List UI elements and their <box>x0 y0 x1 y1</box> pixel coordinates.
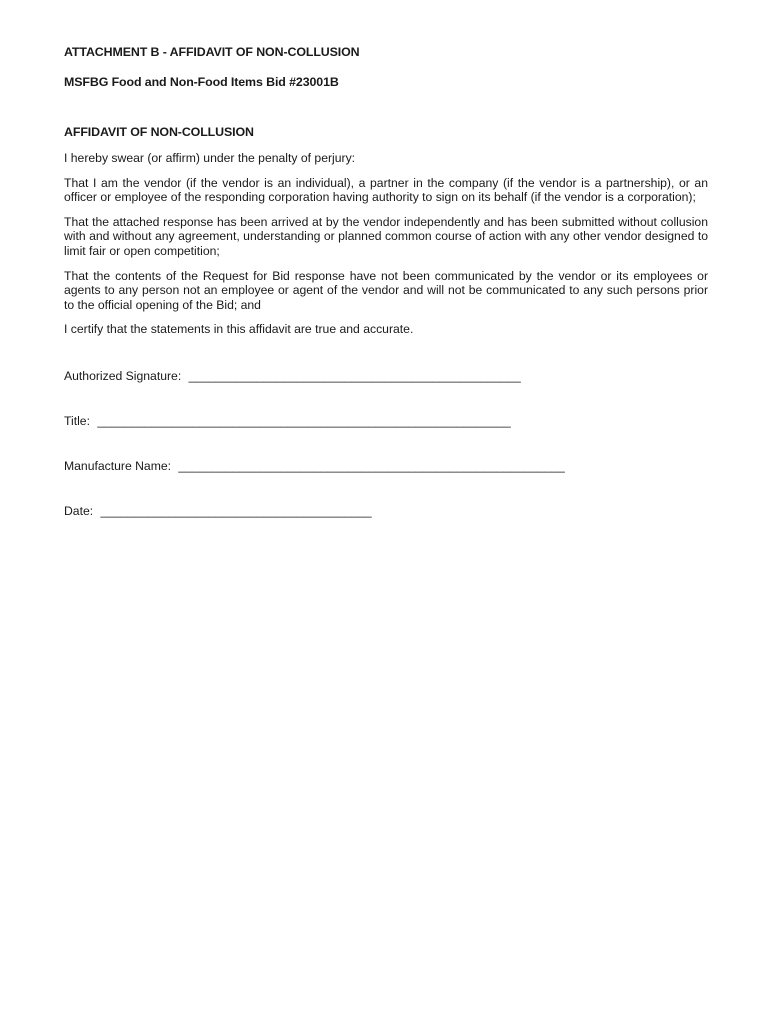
section-title: AFFIDAVIT OF NON-COLLUSION <box>64 125 254 139</box>
date-line[interactable]: ________________________________________ <box>100 503 372 518</box>
intro-statement: I hereby swear (or affirm) under the penalty of perjury: <box>64 151 356 165</box>
manufacture-name-line[interactable]: _________________________________________________________ <box>178 458 565 473</box>
attachment-title: ATTACHMENT B - AFFIDAVIT OF NON-COLLUSION <box>64 45 360 59</box>
authorized-signature-line[interactable]: _________________________________________________ <box>188 368 521 383</box>
confidentiality-paragraph: That the contents of the Request for Bid response have not been communicated by the vendor or its employees or agents to any person not an employee or agent of the vendor and will not be communicated to any such persons prior to the official opening of the Bid; and <box>64 268 708 312</box>
affidavit-page <box>64 44 708 549</box>
title-field[interactable] <box>64 414 708 429</box>
vendor-authority-paragraph: That I am the vendor (if the vendor is an individual), a partner in the company (if the vendor is a partnership), or an officer or employee of the responding corporation having authority to sign on its behalf (if the vendor is a corporation); <box>64 175 708 205</box>
manufacture-name-label: Manufacture Name: <box>64 458 172 473</box>
authorized-signature-label: Authorized Signature: <box>64 368 182 383</box>
date-field[interactable] <box>64 504 708 519</box>
bid-title: MSFBG Food and Non-Food Items Bid #23001B <box>64 75 339 89</box>
date-label: Date: <box>64 503 94 518</box>
title-label: Title: <box>64 413 90 428</box>
title-line[interactable]: _____________________________________________________________ <box>97 413 511 428</box>
authorized-signature-field[interactable] <box>64 369 708 384</box>
manufacture-name-field[interactable] <box>64 459 708 474</box>
certification-statement: I certify that the statements in this affidavit are true and accurate. <box>64 322 414 337</box>
independent-response-paragraph: That the attached response has been arrived at by the vendor independently and has been submitted without collusion with and without any agreement, understanding or planned common course of action with any other vendor designed to limit fair or open competition; <box>64 214 708 258</box>
